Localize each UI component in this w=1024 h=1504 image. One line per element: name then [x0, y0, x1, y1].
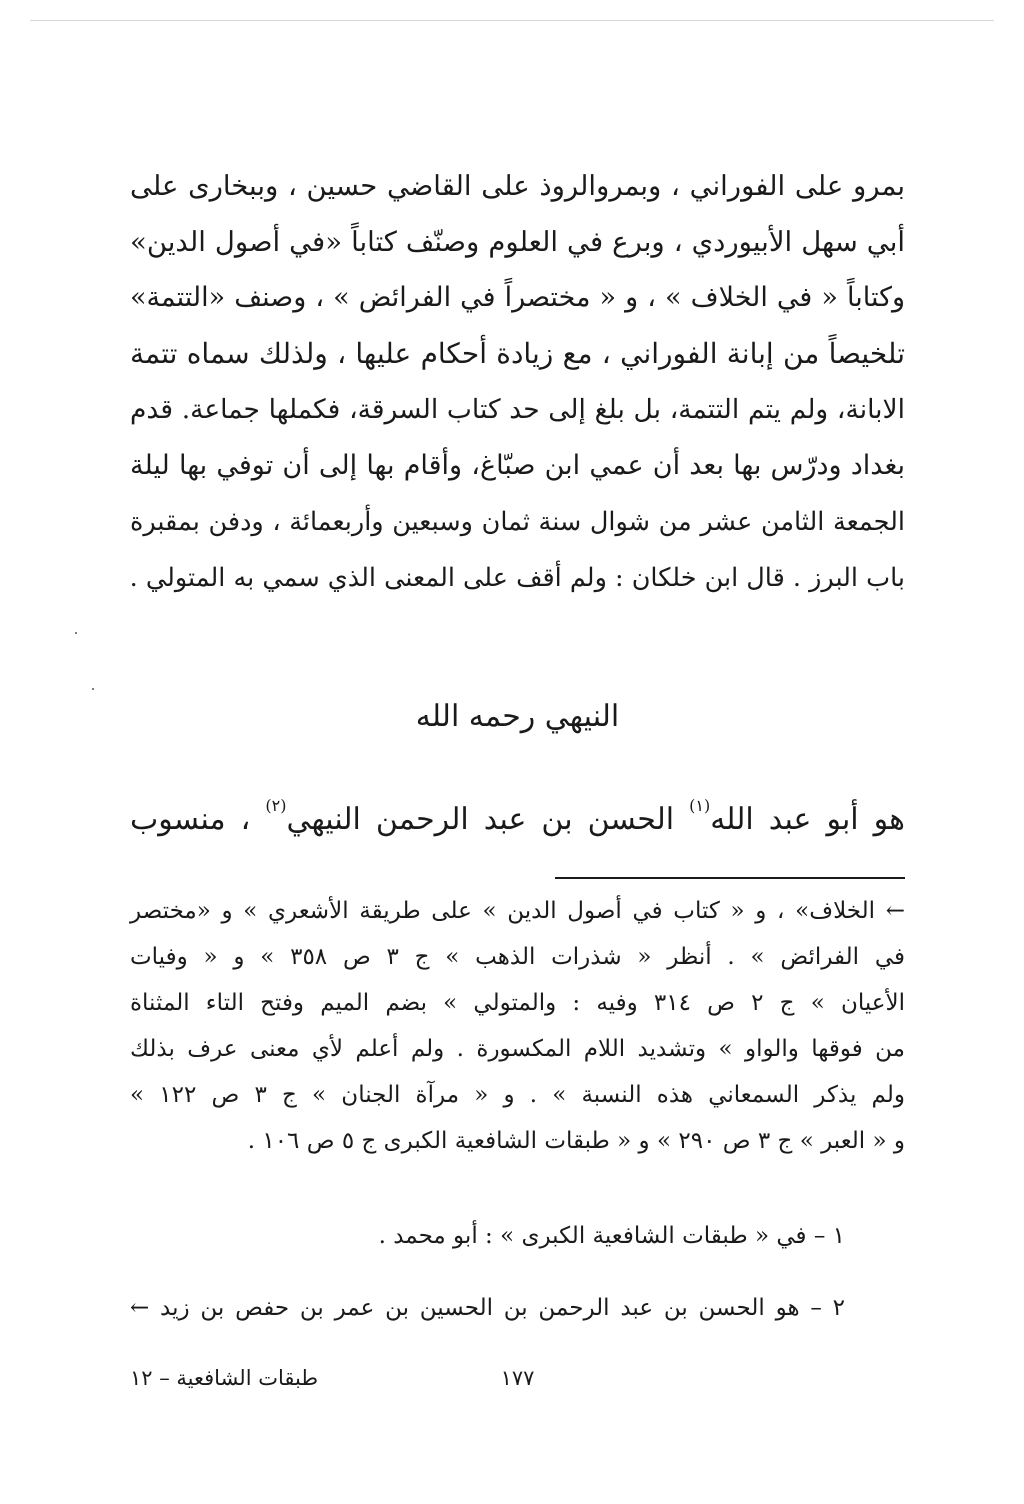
- text-line: أبي سهل الأبيوردي ، وبرع في العلوم وصنّف كتاباً «في أصول الدين»: [130, 226, 905, 258]
- intro-text: ، منسوب: [130, 802, 251, 837]
- section-heading: النيهي رحمه الله: [415, 699, 620, 734]
- text-line: الجمعة الثامن عشر من شوال سنة ثمان وسبعين وأربعمائة ، ودفن بمقبرة: [130, 507, 905, 537]
- page-number: ١٧٧: [500, 1366, 535, 1390]
- footnote-ref-1: (١): [689, 796, 711, 815]
- text-line: بغداد ودرّس بها بعد أن عمي ابن صبّاغ، وأقام بها إلى أن توفي بها ليلة: [130, 450, 905, 481]
- text-line: بمرو على الفوراني ، وبمروالروذ على القاضي حسين ، وببخارى على: [130, 170, 905, 202]
- footnotes-continued: [130, 888, 905, 1164]
- intro-text: هو أبو عبد الله: [710, 802, 905, 837]
- top-border-line: [30, 20, 994, 21]
- footnote-line: و « العبر » ج ٣ ص ٢٩٠ » و « طبقات الشافعية الكبرى ج ٥ ص ١٠٦ .: [247, 1128, 905, 1154]
- footnote-1: ١ – في « طبقات الشافعية الكبرى » : أبو محمد .: [378, 1223, 845, 1249]
- scan-speck: [75, 632, 77, 634]
- section-intro-line: [130, 795, 905, 845]
- main-paragraph: [130, 158, 905, 606]
- text-line: باب البرز . قال ابن خلكان : ولم أقف على المعنى الذي سمي به المتولي .: [129, 563, 905, 593]
- text-line: وكتاباً « في الخلاف » ، و « مختصراً في الفرائض » ، وصنف «التتمة»: [130, 282, 905, 313]
- footnote-line: الأعيان » ج ٢ ص ٣١٤ وفيه : والمتولي » بضم الميم وفتح التاء المثناة: [130, 990, 906, 1016]
- text-line: الابانة، ولم يتم التتمة، بل بلغ إلى حد كتاب السرقة، فكملها جماعة. قدم: [130, 394, 905, 425]
- running-title: طبقات الشافعية – ١٢: [130, 1366, 319, 1390]
- footnote-ref-2: (٢): [265, 796, 287, 815]
- footnote-separator: [555, 877, 905, 879]
- text-line: تلخيصاً من إبانة الفوراني ، مع زيادة أحكام عليها ، ولذلك سماه تتمة: [130, 337, 905, 370]
- footnote-line: ولم يذكر السمعاني هذه النسبة » . و « مرآة الجنان » ج ٣ ص ١٢٢ »: [130, 1082, 905, 1108]
- footnote-line: في الفرائض » . أنظر « شذرات الذهب » ج ٣ ص ٣٥٨ » و « وفيات: [130, 944, 905, 970]
- footnote-2: ٢ – هو الحسن بن عبد الرحمن بن الحسين بن عمر بن حفص بن زيد ←: [130, 1295, 845, 1321]
- scan-speck: [92, 688, 94, 690]
- footnote-line: ← الخلاف» ، و « كتاب في أصول الدين » على طريقة الأشعري » و «مختصر: [130, 898, 905, 924]
- intro-text: الحسن بن عبد الرحمن النيهي: [286, 802, 675, 837]
- page-footer: [130, 1358, 905, 1398]
- footnote-line: من فوقها والواو » وتشديد اللام المكسورة . ولم أعلم لأي معنى عرف بذلك: [130, 1036, 905, 1062]
